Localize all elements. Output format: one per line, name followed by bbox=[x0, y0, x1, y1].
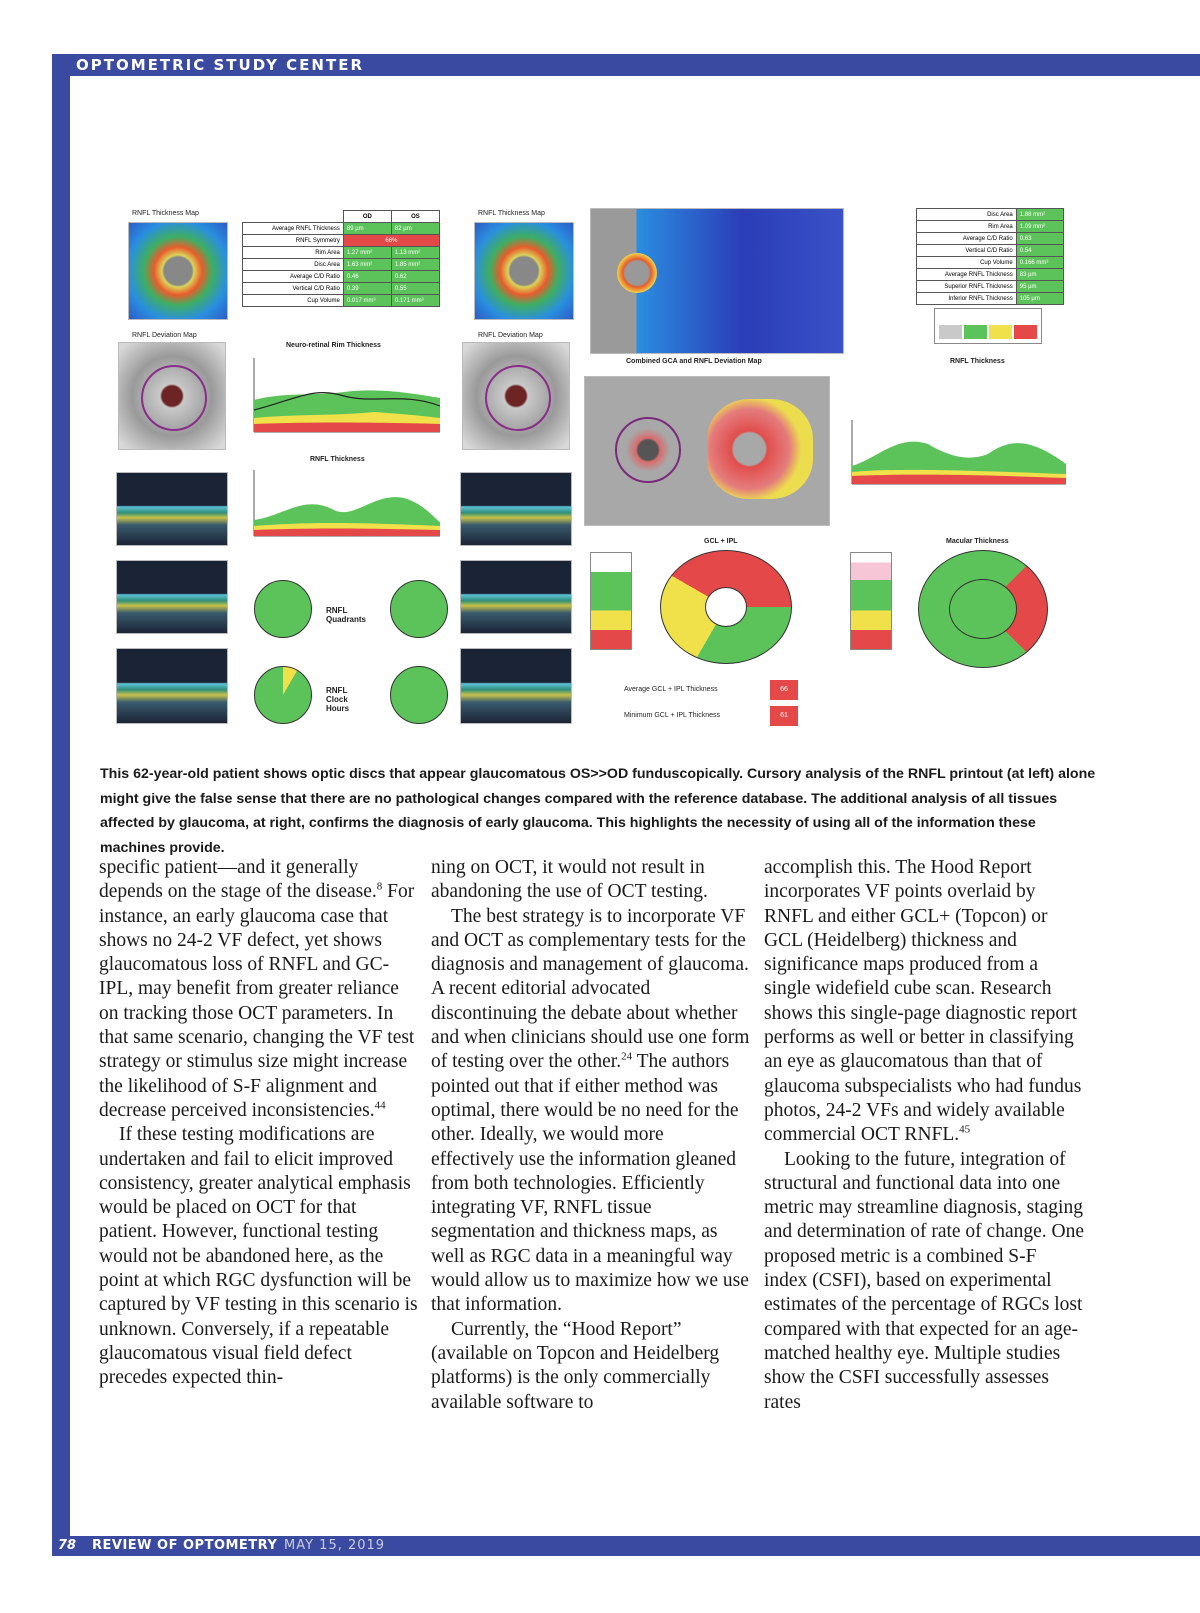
macular-circle bbox=[918, 550, 1048, 668]
rnfl-thickness-label: RNFL Thickness bbox=[950, 358, 1005, 365]
macular-title: Macular Thickness bbox=[946, 538, 1009, 545]
od-vertical-tomogram bbox=[116, 560, 228, 634]
table-row: Average C/D Ratio 0.63 bbox=[917, 233, 1064, 245]
section-title: OPTOMETRIC STUDY CENTER bbox=[76, 56, 364, 74]
os-rnfl-thickness-map bbox=[474, 222, 574, 320]
od-rnfl-map-title: RNFL Thickness Map bbox=[132, 210, 199, 217]
os-quadrant-circle bbox=[390, 580, 448, 638]
macular-legend bbox=[850, 552, 892, 650]
combined-map-title: Combined GCA and RNFL Deviation Map bbox=[626, 358, 762, 365]
os-header: OS bbox=[391, 211, 439, 223]
column-3 bbox=[764, 856, 1084, 1415]
widefield-thickness-map bbox=[590, 208, 844, 354]
od-horizontal-tomogram bbox=[116, 472, 228, 546]
neuro-rim-chart bbox=[244, 352, 444, 440]
od-header: OD bbox=[343, 211, 391, 223]
table-row: RNFL Symmetry 66% bbox=[243, 235, 440, 247]
paragraph: specific patient—and it generally depends on the stage of the disease.$^8$ For instance, an early glaucoma case that shows no 24-2 VF defect, yet shows glaucomatous loss of RNFL and GC-IPL, may benefit from greater reliance on tracking those OCT parameters. In that same scenario, changing the VF test strategy or stimulus size might increase the likelihood of S-F alignment and decrease perceived inconsistencies.$^{44}$ bbox=[99, 857, 415, 1121]
table-row: Vertical C/D Ratio 0.39 0.55 bbox=[243, 283, 440, 295]
od-clock-circle bbox=[254, 666, 312, 724]
gcl-ipl-donut bbox=[660, 550, 792, 664]
table-row: Disc Area 1.88 mm² bbox=[917, 209, 1064, 221]
table-row: Vertical C/D Ratio 0.54 bbox=[917, 245, 1064, 257]
gcl-ipl-title: GCL + IPL bbox=[704, 538, 738, 545]
os-clock-circle bbox=[390, 666, 448, 724]
section-header-bar bbox=[52, 54, 1200, 76]
issue-date: MAY 15, 2019 bbox=[284, 1538, 386, 1553]
od-deviation-map bbox=[118, 342, 226, 450]
gcl-legend bbox=[590, 552, 632, 650]
od-circular-tomogram bbox=[116, 648, 228, 724]
table-row: Cup Volume 0.166 mm³ bbox=[917, 257, 1064, 269]
os-deviation-map bbox=[462, 342, 570, 450]
table-row: Average RNFL Thickness 83 µm bbox=[917, 269, 1064, 281]
table-row: Superior RNFL Thickness 95 µm bbox=[917, 281, 1064, 293]
avg-gcl-value: 66 bbox=[770, 680, 798, 700]
table-row: Rim Area 1.09 mm² bbox=[917, 221, 1064, 233]
paragraph: accomplish this. The Hood Report incorporates VF points overlaid by RNFL and either GCL+ (Topcon) or GCL (Heidelberg) thickness and significance maps produced from a single widefield cube scan. Research shows this single-page diagnostic report performs as well or better in classifying an eye as glaucomatous than that of glaucoma subspecialists who had fundus photos, 24-2 VFs and widely available commercial OCT RNFL.$^{45}$ bbox=[764, 857, 1082, 1146]
diversified-legend bbox=[934, 308, 1042, 344]
right-summary-table bbox=[916, 208, 1064, 305]
os-circular-tomogram bbox=[460, 648, 572, 724]
od-rnfl-thickness-map bbox=[128, 222, 228, 320]
os-deviation-title: RNFL Deviation Map bbox=[478, 332, 543, 339]
clock-hours-label: RNFL Clock Hours bbox=[326, 686, 350, 713]
table-row: Disc Area 1.63 mm² 1.85 mm² bbox=[243, 259, 440, 271]
figure-caption: This 62-year-old patient shows optic discs that appear glaucomatous OS>>OD funduscopically. Cursory analysis of the RNFL printout (at left) alone might give the false sense that there are no pathological changes compared with the reference database. The additional analysis of all tissues affected by glaucoma, at right, confirms the diagnosis of early glaucoma. This highlights the necessity of using all of the information these machines provide. bbox=[100, 766, 1096, 856]
paragraph: If these testing modifications are undertaken and fail to elicit improved consistency, greater analytical emphasis would be placed on OCT for that patient. However, functional testing would not be abandoned here, as the point at which RGC dysfunction will be captured by VF testing in this scenario is unknown. Conversely, if a repeatable glaucomatous visual field defect precedes expected thin- bbox=[99, 1124, 418, 1389]
min-gcl-label: Minimum GCL + IPL Thickness bbox=[624, 712, 721, 719]
os-vertical-tomogram bbox=[460, 560, 572, 634]
combined-deviation-map bbox=[584, 376, 830, 526]
os-rnfl-map-title: RNFL Thickness Map bbox=[478, 210, 545, 217]
page-number: 78 bbox=[58, 1538, 77, 1553]
paragraph: Looking to the future, integration of structural and functional data into one metric may streamline diagnosis, staging and determination of rate of change. One proposed metric is a combined S-F index (CSFI), based on experimental estimates of the percentage of RGCs lost compared with that expected for an age-matched healthy eye. Multiple studies show the CSFI successfully assesses rates bbox=[764, 1148, 1084, 1413]
min-gcl-value: 61 bbox=[770, 706, 798, 726]
quadrants-label: RNFL Quadrants bbox=[326, 606, 367, 624]
figure bbox=[114, 208, 1100, 756]
table-row: Average C/D Ratio 0.46 0.62 bbox=[243, 271, 440, 283]
od-deviation-title: RNFL Deviation Map bbox=[132, 332, 197, 339]
paragraph: Currently, the “Hood Report” (available on Topcon and Heidelberg platforms) is the only commercially available software to bbox=[431, 1318, 720, 1413]
table-row: Cup Volume 0.017 mm³ 0.171 mm³ bbox=[243, 295, 440, 307]
paragraph: ning on OCT, it would not result in abandoning the use of OCT testing. bbox=[431, 857, 708, 903]
od-quadrant-circle bbox=[254, 580, 312, 638]
avg-gcl-label: Average GCL + IPL Thickness bbox=[624, 686, 718, 693]
column-2 bbox=[431, 856, 751, 1415]
left-rule bbox=[52, 54, 70, 1554]
column-1 bbox=[99, 856, 419, 1391]
rnfl-thickness-chart bbox=[244, 464, 444, 544]
right-rnfl-chart bbox=[838, 414, 1070, 504]
os-horizontal-tomogram bbox=[460, 472, 572, 546]
paragraph: The best strategy is to incorporate VF and OCT as complementary tests for the diagnosis and management of glaucoma. A recent editorial advocated discontinuing the debate about whether and when clinicians should use one form of testing over the other.$^{24}$ The authors pointed out that if either method was optimal, there would be no need for the other. Ideally, we would more effectively use the information gleaned from both technologies. Efficiently integrating VF, RNFL tissue segmentation and thickness maps, as well as RGC data in a meaningful way would allow us to maximize how we use that information. bbox=[431, 905, 750, 1316]
magazine-title: REVIEW OF OPTOMETRY bbox=[92, 1538, 278, 1553]
neuro-rim-title: Neuro-retinal Rim Thickness bbox=[286, 342, 381, 349]
footer-bar bbox=[52, 1536, 1200, 1556]
table-row: Inferior RNFL Thickness 105 µm bbox=[917, 293, 1064, 305]
rnfl-thickness-chart-title: RNFL Thickness bbox=[310, 456, 365, 463]
rnfl-summary-table bbox=[242, 210, 440, 307]
table-row: Average RNFL Thickness 89 µm 82 µm bbox=[243, 223, 440, 235]
table-row: Rim Area 1.27 mm² 1.13 mm² bbox=[243, 247, 440, 259]
